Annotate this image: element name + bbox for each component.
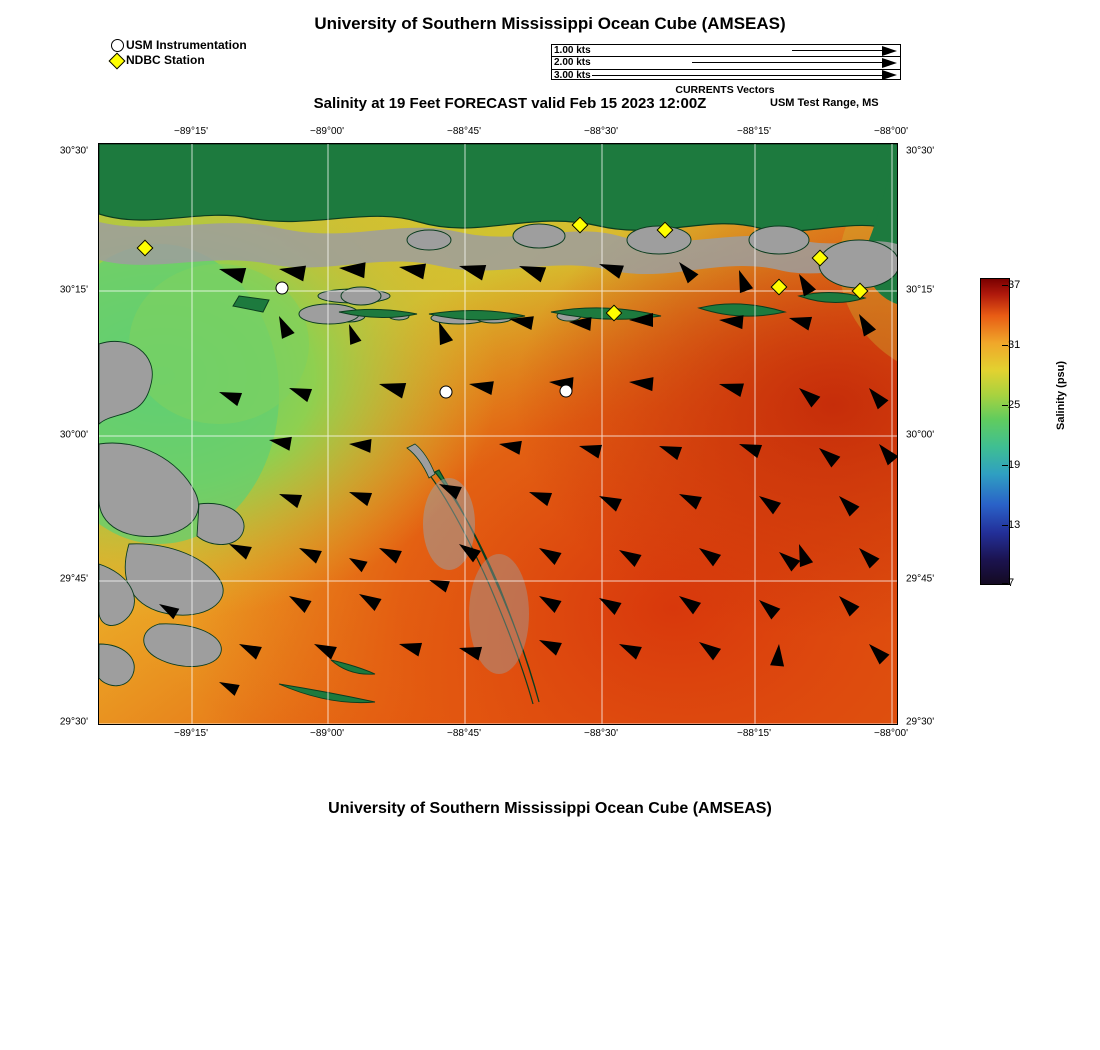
legend-label-usm: USM Instrumentation bbox=[126, 38, 247, 52]
diamond-icon bbox=[108, 55, 126, 67]
lon-tick-top: −88°30' bbox=[584, 126, 618, 137]
vector-line bbox=[592, 75, 882, 76]
lat-tick-left: 30°15' bbox=[59, 284, 88, 296]
vector-line bbox=[792, 50, 882, 51]
vector-key-row bbox=[552, 45, 900, 57]
vector-key-row bbox=[552, 70, 900, 81]
lon-tick-bottom: −88°30' bbox=[584, 728, 618, 739]
lat-tick-right: 30°00' bbox=[906, 429, 935, 441]
vector-key-label: 2.00 kts bbox=[554, 57, 591, 69]
arrow-icon bbox=[882, 46, 897, 56]
lon-tick-top: −88°00' bbox=[874, 126, 908, 137]
vector-key bbox=[551, 44, 901, 80]
lat-tick-right: 30°30' bbox=[906, 145, 935, 157]
lat-tick-right: 29°30' bbox=[906, 716, 935, 728]
vector-key-label: 3.00 kts bbox=[554, 69, 591, 81]
lat-tick-right: 30°15' bbox=[906, 284, 935, 296]
lat-tick-left: 29°45' bbox=[59, 573, 88, 585]
lon-tick-top: −89°15' bbox=[174, 126, 208, 137]
colorbar-tick: 25 bbox=[1008, 399, 1021, 411]
vector-key-label: 1.00 kts bbox=[554, 45, 591, 56]
vector-key-row bbox=[552, 57, 900, 69]
map-legend bbox=[108, 38, 247, 68]
lon-tick-bottom: −89°00' bbox=[310, 728, 344, 739]
arrow-icon bbox=[882, 58, 897, 68]
lon-tick-top: −88°45' bbox=[447, 126, 481, 137]
circle-icon bbox=[108, 39, 126, 52]
colorbar-title: Salinity (psu) bbox=[1055, 360, 1067, 430]
footer-title: University of Southern Mississippi Ocean Cube (AMSEAS) bbox=[328, 800, 772, 817]
vector-key-caption: CURRENTS Vectors bbox=[675, 84, 775, 96]
legend-item-usm bbox=[108, 38, 247, 53]
region-label: USM Test Range, MS bbox=[770, 97, 879, 109]
lon-tick-bottom: −89°15' bbox=[174, 728, 208, 739]
lat-tick-left: 29°30' bbox=[59, 716, 88, 728]
colorbar-tick: 13 bbox=[1008, 519, 1021, 531]
page-title: University of Southern Mississippi Ocean Cube (AMSEAS) bbox=[314, 14, 786, 33]
usm-station-marker[interactable] bbox=[276, 282, 289, 295]
legend-item-ndbc bbox=[108, 53, 247, 68]
colorbar-gradient bbox=[981, 279, 1009, 584]
usm-station-marker[interactable] bbox=[440, 386, 453, 399]
lon-tick-bottom: −88°00' bbox=[874, 728, 908, 739]
lon-tick-top: −89°00' bbox=[310, 126, 344, 137]
colorbar bbox=[980, 278, 1010, 585]
lon-tick-bottom: −88°45' bbox=[447, 728, 481, 739]
legend-label-ndbc: NDBC Station bbox=[126, 53, 205, 67]
colorbar-tick: 7 bbox=[1008, 577, 1015, 589]
vector-line bbox=[692, 62, 882, 63]
lat-tick-left: 30°30' bbox=[59, 145, 88, 157]
salinity-heatmap bbox=[99, 144, 897, 724]
colorbar-tick: 19 bbox=[1008, 459, 1021, 471]
colorbar-tick: 31 bbox=[1008, 339, 1021, 351]
lon-tick-top: −88°15' bbox=[737, 126, 771, 137]
arrow-icon bbox=[882, 70, 897, 80]
colorbar-tick: 37 bbox=[1008, 279, 1021, 291]
lat-tick-right: 29°45' bbox=[906, 573, 935, 585]
lon-tick-bottom: −88°15' bbox=[737, 728, 771, 739]
plot-subtitle: Salinity at 19 Feet FORECAST valid Feb 15 2023 12:00Z bbox=[313, 95, 707, 112]
map-panel[interactable] bbox=[98, 143, 898, 725]
lat-tick-left: 30°00' bbox=[59, 429, 88, 441]
usm-station-marker[interactable] bbox=[560, 385, 573, 398]
